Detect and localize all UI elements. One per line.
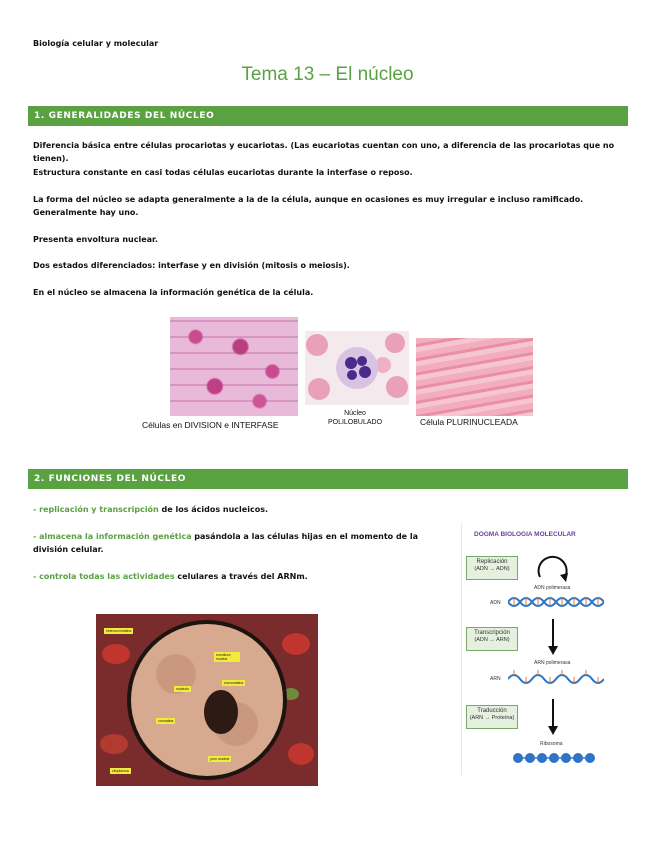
function-highlight: replicación y transcripción (39, 505, 159, 514)
caption-polilobulado-line1: Núcleo (344, 410, 366, 417)
page-title: Tema 13 – El núcleo (241, 64, 414, 85)
micrograph-label: nucleolo (176, 687, 190, 691)
function-item (33, 570, 453, 583)
plurinucleate-cell-image (416, 338, 533, 416)
arn-polimerasa-label: ARN polimerasa (534, 660, 571, 666)
paragraph: En el núcleo se almacena la información genética de la célula. (33, 288, 314, 297)
course-name: Biología celular y molecular (33, 39, 159, 48)
cells-division-image (170, 317, 298, 416)
adn-label: ADN (490, 600, 501, 606)
transcription-box (466, 627, 518, 651)
replication-sub: (ADN → ADN) (474, 566, 510, 572)
dogma-diagram (461, 523, 612, 775)
caption-plurinucleada: Célula PLURINUCLEADA (420, 417, 518, 427)
transcription-label: Transcripción (474, 630, 510, 636)
micrograph-label: citoplasma (112, 769, 129, 773)
translation-label: Traducción (477, 708, 507, 714)
dash: - (33, 572, 40, 581)
rna-strand-icon (508, 669, 604, 685)
caption-division: Células en DIVISION e INTERFASE (142, 420, 279, 430)
translation-box (466, 705, 518, 729)
function-highlight: controla todas las actividades (39, 572, 175, 581)
arrow-down-icon (548, 699, 558, 735)
dash: - (33, 505, 40, 514)
micrograph-label: envoltura nuclear (214, 652, 240, 662)
function-highlight: almacena la información genética (39, 532, 192, 541)
paragraph: Diferencia básica entre células procariotas y eucariotas. (Las eucariotas cuentan con uno, a diferencia de las procariotas que no tienen). (33, 141, 615, 163)
micrograph-label: cromatina (158, 719, 174, 723)
replication-label: Replicación (476, 559, 508, 565)
micrograph-label: poro nuclear (210, 757, 230, 761)
replication-box (466, 556, 518, 580)
polylobed-nucleus-image (305, 331, 409, 405)
paragraph: Estructura constante en casi todas células eucariotas durante la interfase o reposo. (33, 168, 413, 177)
arrow-down-icon (548, 619, 558, 655)
caption-polilobulado (320, 409, 390, 427)
dogma-title: DOGMA BIOLOGIA MOLECULAR (474, 531, 576, 538)
function-text: de los ácidos nucleicos. (158, 505, 268, 514)
arn-label: ARN (490, 676, 501, 682)
micrograph-label: heterocromatina (106, 629, 132, 633)
micrograph-label: eucromatina (224, 681, 244, 685)
transcription-sub: (ADN → ARN) (474, 637, 510, 643)
function-item (33, 530, 443, 556)
adn-polimerasa-label: ADN polimerasa (534, 585, 571, 591)
function-item (33, 503, 453, 516)
paragraph: Dos estados diferenciados: interfase y en división (mitosis o meiosis). (33, 261, 350, 270)
function-text: celulares a través del ARNm. (174, 572, 308, 581)
function-text: pasándola a las células hijas en el momento de la división celular. (33, 532, 419, 554)
caption-polilobulado-line2: POLILOBULADO (327, 419, 383, 426)
section-heading-generalidades: 1. GENERALIDADES DEL NÚCLEO (28, 106, 628, 126)
paragraph: Presenta envoltura nuclear. (33, 235, 158, 244)
protein-chain-icon (512, 751, 598, 765)
ribosoma-label: Ribosoma (540, 741, 563, 747)
dna-helix-icon (508, 594, 604, 610)
cycle-arrow-icon (534, 555, 574, 585)
dash: - (33, 532, 40, 541)
paragraph: La forma del núcleo se adapta generalmente a la de la célula, aunque en ocasiones es muy irregular e incluso ramificado. Generalmente hay uno. (33, 195, 584, 217)
translation-sub: (ARN → Proteína) (469, 715, 515, 721)
nucleus-micrograph (96, 614, 318, 786)
section-heading-funciones: 2. FUNCIONES DEL NÚCLEO (28, 469, 628, 489)
